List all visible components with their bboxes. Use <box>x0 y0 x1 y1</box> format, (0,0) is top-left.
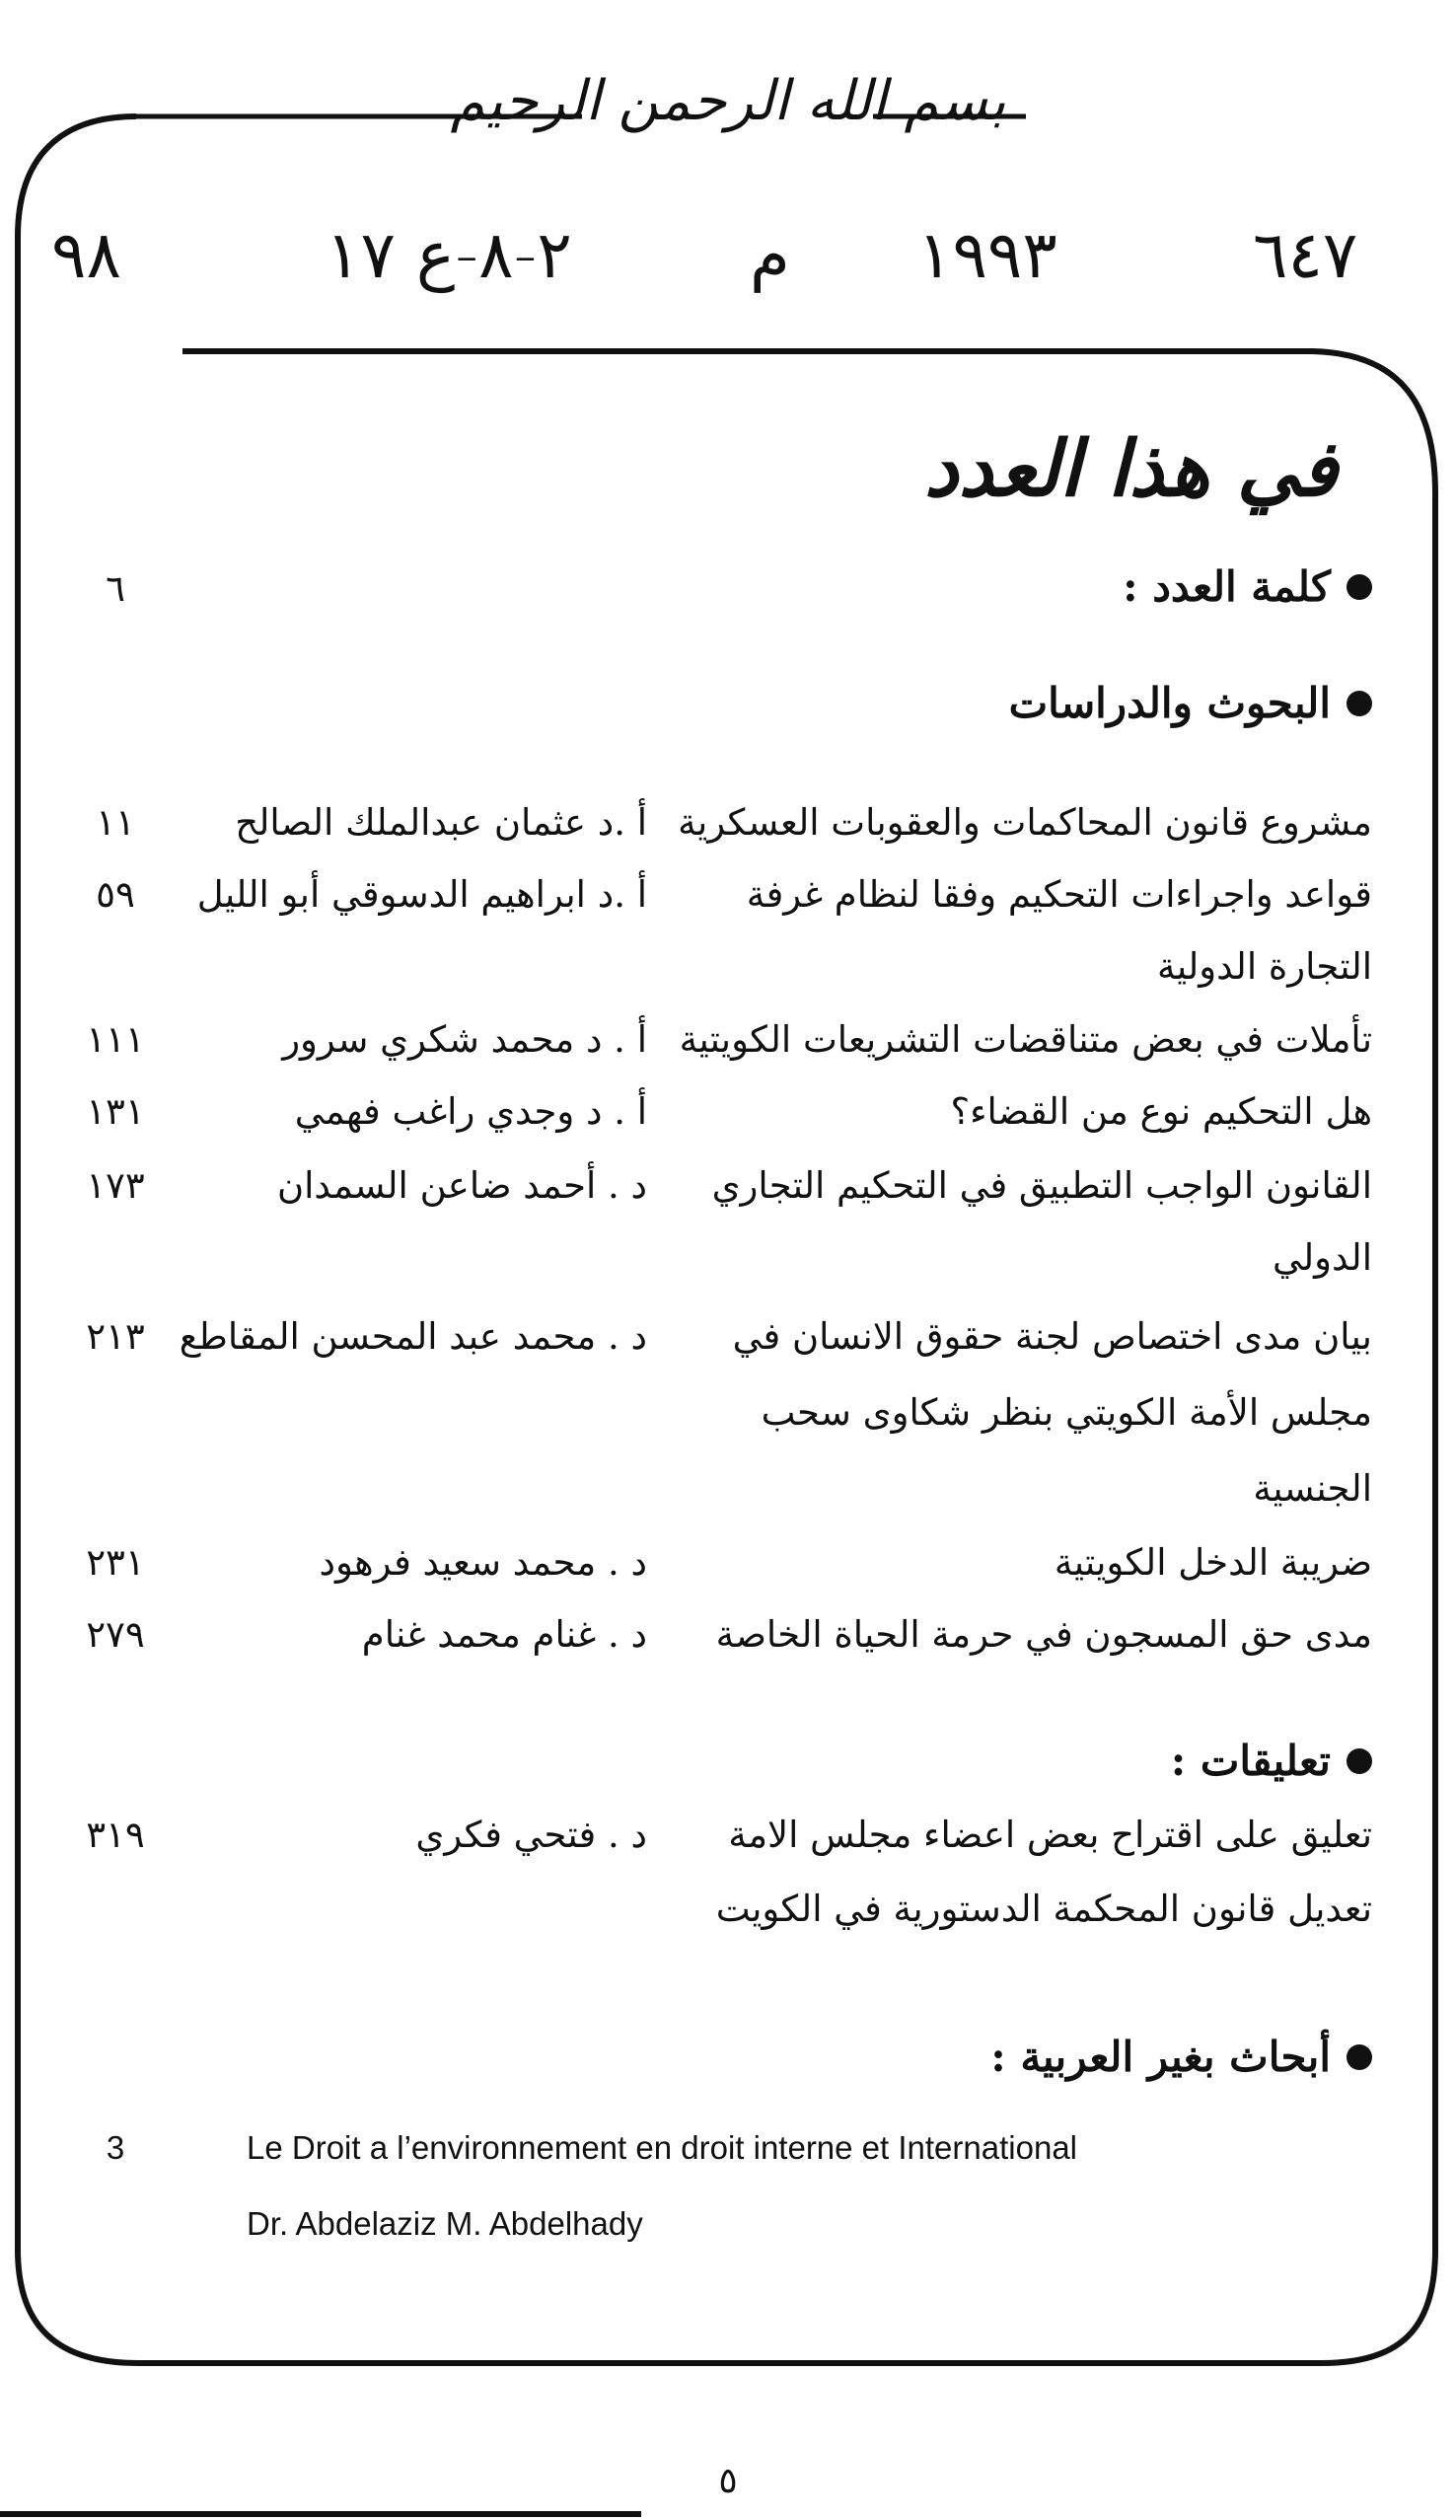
entry-title: تأملات في بعض متناقضات التشريعات الكويتية <box>679 1018 1372 1061</box>
entry-title: مشروع قانون المحاكمات والعقوبات العسكرية <box>678 801 1372 844</box>
entry-author: د . أحمد ضاعن السمدان <box>276 1164 647 1207</box>
issue-title: في هذا العدد <box>923 424 1338 514</box>
entry-author: د . فتحي فكري <box>415 1814 647 1856</box>
page-number: ٣١٩ <box>86 1814 145 1856</box>
entry-title-continued: التجارة الدولية <box>1156 945 1372 988</box>
entry-author: د . محمد سعيد فرهود <box>319 1541 647 1584</box>
page-number: ١٧٣ <box>86 1164 145 1207</box>
page-number: ٢١٣ <box>86 1315 145 1358</box>
page-number: 3 <box>106 2129 125 2166</box>
basmala: بسم الله الرحمن الرحيم <box>450 69 1006 133</box>
section-label: أبحاث بغير العربية : <box>990 2033 1331 2081</box>
entry-title: ضريبة الدخل الكويتية <box>1054 1541 1372 1584</box>
entry-author: د . محمد عبد المحسن المقاطع <box>179 1315 647 1358</box>
section-comments <box>1171 1737 1372 1785</box>
entry-author: أ .د ابراهيم الدسوقي أبو الليل <box>196 873 647 916</box>
entry-title-continued: الدولي <box>1273 1236 1372 1279</box>
section-label: تعليقات : <box>1170 1737 1331 1785</box>
page-number: ١١١ <box>86 1018 145 1061</box>
entry-author: أ . د محمد شكري سرور <box>282 1018 647 1061</box>
entry-title: هل التحكيم نوع من القضاء؟ <box>950 1090 1372 1133</box>
entry-author: أ . د وجدي راغب فهمي <box>294 1090 647 1133</box>
entry-title-continued: تعديل قانون المحكمة الدستورية في الكويت <box>715 1888 1372 1930</box>
page-number: ١١ <box>96 801 135 844</box>
section-research <box>1009 679 1372 727</box>
entry-title: تعليق على اقتراح بعض اعضاء مجلس الامة <box>728 1814 1372 1856</box>
handwritten-left-code: ٩٨ <box>51 217 121 293</box>
bullet-icon <box>1347 1748 1372 1774</box>
section-foreign <box>990 2033 1372 2081</box>
page-number: ٦ <box>106 567 125 610</box>
handwritten-year: ١٩٩٣ <box>917 217 1057 293</box>
bullet-icon <box>1347 2044 1372 2070</box>
page-number: ٢٧٩ <box>86 1613 145 1656</box>
bullet-icon <box>1347 691 1372 716</box>
footer-page-number: ٥ <box>718 2461 738 2501</box>
entry-title-continued: مجلس الأمة الكويتي بنظر شكاوى سحب <box>761 1391 1372 1434</box>
entry-author: أ .د عثمان عبدالملك الصالح <box>235 801 647 844</box>
section-label: كلمة العدد : <box>1123 562 1331 611</box>
handwritten-date: ٢-٨-ع ١٧ <box>326 217 572 293</box>
handwritten-right-code: ٦٤٧ <box>1253 217 1358 293</box>
section-label: البحوث والدراسات <box>1008 679 1331 727</box>
entry-title: قواعد واجراءات التحكيم وفقا لنظام غرفة <box>746 873 1372 916</box>
page-number: ٢٣١ <box>86 1541 145 1584</box>
entry-title: Le Droit a l’environnement en droit interne et International <box>247 2129 1077 2166</box>
section-editorial <box>1123 562 1372 611</box>
entry-title: مدى حق المسجون في حرمة الحياة الخاصة <box>715 1613 1372 1656</box>
page-number: ٥٩ <box>96 873 135 916</box>
page-number: ١٣١ <box>86 1090 145 1133</box>
bullet-icon <box>1347 574 1372 600</box>
handwritten-date-letter: م <box>750 217 790 293</box>
entry-author: Dr. Abdelaziz M. Abdelhady <box>247 2205 643 2242</box>
entry-title: بيان مدى اختصاص لجنة حقوق الانسان في <box>732 1315 1372 1358</box>
entry-author: د . غنام محمد غنام <box>361 1613 647 1656</box>
entry-title: القانون الواجب التطبيق في التحكيم التجاري <box>711 1164 1372 1207</box>
entry-title-continued: الجنسية <box>1253 1467 1372 1510</box>
